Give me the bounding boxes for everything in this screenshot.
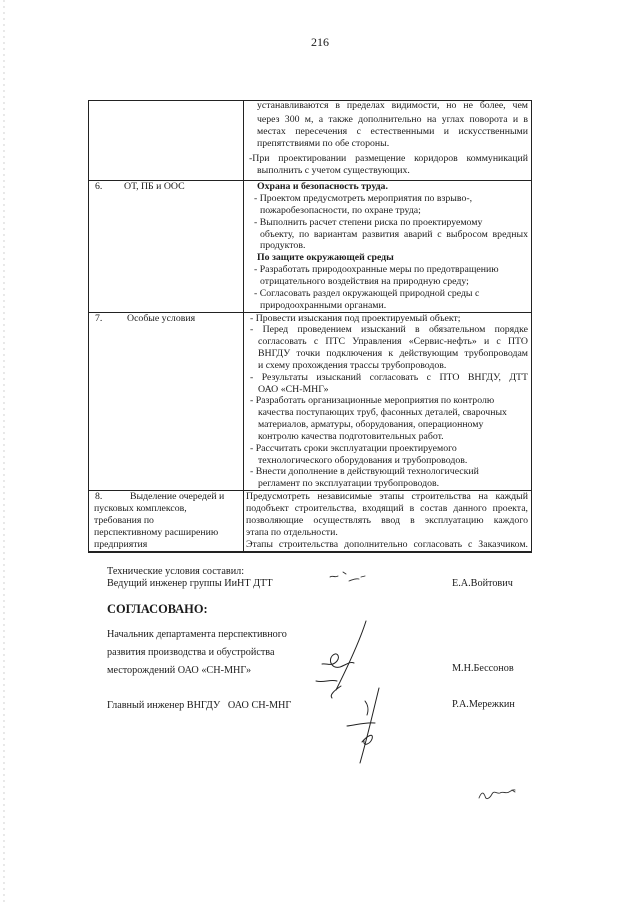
row-7-content-line: - Результаты изысканий согласовать с ПТО ВНГДУ, ДТТ (250, 372, 528, 383)
table-border-right (531, 100, 532, 553)
approver-name: М.Н.Бессонов (452, 663, 514, 674)
row-6-content-line: объекту, по вариантам развития аварий с выбросом вредных (260, 229, 528, 240)
row-7-content-line: - Рассчитать сроки эксплуатации проектируемого (250, 443, 457, 454)
continuation-line: местах пересечения с естественными и искусственными (257, 126, 528, 137)
row-8-label: предприятия (94, 539, 148, 550)
row-8-content-line: этапа по отдельности. (246, 527, 338, 538)
row-6-content-line: - Разработать природоохранные меры по предотвращению (254, 264, 499, 275)
row-7-content-line: технологического оборудования и трубопроводов. (258, 455, 468, 466)
row-7-label: Особые условия (127, 313, 196, 324)
row-6-number: 6. (95, 181, 103, 192)
row-8-label: требования по (94, 515, 154, 526)
row-7-content-line: ВНГДУ точки подключения к действующим трубопроводам (258, 348, 528, 359)
row-7-content-line: контролю качества подготовительных работ. (258, 431, 444, 442)
compiled-by-label: Технические условия составил: (107, 566, 245, 577)
approver-name: Р.А.Мережкин (452, 699, 515, 710)
row-6-subheading: По защите окружающей среды (257, 252, 394, 263)
row-7-content-line: и схему прохождения трассы трубопроводов. (258, 360, 447, 371)
row-8-label: Выделение очередей и (130, 491, 225, 502)
table-label-column (88, 0, 243, 905)
row-7-content-line: качества поступающих труб, фасонных деталей, сварочных (258, 407, 507, 418)
row-6-content-line: - Согласовать раздел окружающей природной среды с (254, 288, 480, 299)
row-6-content-line: - Проектом предусмотреть мероприятия по взрыво-, (254, 193, 473, 204)
approver-position: Главный инженер ВНГДУ ОАО СН-МНГ (107, 700, 292, 711)
row-7-content-line: - Перед проведением изысканий в обязательном порядке (250, 324, 528, 335)
table-column-divider (243, 100, 244, 553)
table-content-column (246, 0, 530, 905)
row-7-content-line: согласовать с ПТС Управления «Сервис-нефть» и с ПТО (258, 336, 528, 347)
row-6-content-line: продуктов. (260, 240, 306, 251)
continuation-line: препятствиями по обе стороны. (257, 138, 390, 149)
row-6-content-line: - Выполнить расчет степени риска по проектируемому (254, 217, 483, 228)
approver-position: развития производства и обустройства (107, 647, 275, 658)
compiled-by-position: Ведущий инженер группы ИиНТ ДТТ (107, 578, 273, 589)
approver-position: месторождений ОАО «СН-МНГ» (107, 665, 252, 676)
row-8-label: перспективному расширению (94, 527, 219, 538)
row-7-content-line: - Внести дополнение в действующий технологический (250, 466, 479, 477)
row-7-number: 7. (95, 313, 103, 324)
row-8-content-line: подобъект строительства, входящий в состав данного проекта, (246, 503, 528, 514)
row-6-content-line: природоохранными органами. (260, 300, 387, 311)
row-6-content-line: пожаробезопасности, по охране труда; (260, 205, 421, 216)
row-8-label: пусковых комплексов, (94, 503, 187, 514)
compiled-by-name: Е.А.Войтович (452, 578, 513, 589)
row-8-number: 8. (95, 491, 103, 502)
row-6-content-line: отрицательного воздействия на природную среду; (260, 276, 469, 287)
approver-position: Начальник департамента перспективного (107, 629, 287, 640)
row-7-content-line: регламент по эксплуатации трубопроводов. (258, 478, 440, 489)
continuation-line: -При проектировании размещение коридоров коммуникаций (249, 153, 528, 164)
row-8-content-line: Предусмотреть независимые этапы строительства на каждый (246, 491, 528, 502)
continuation-line: через 300 м, а также дополнительно на углах поворота и в (257, 114, 528, 125)
continuation-line: устанавливаются в пределах видимости, но не более, чем (257, 100, 528, 111)
row-6-label: ОТ, ПБ и ООС (124, 181, 185, 192)
row-6-subheading: Охрана и безопасность труда. (257, 181, 388, 192)
row-8-content-line: Этапы строительства дополнительно согласовать с Заказчиком. (246, 539, 528, 550)
approval-heading: СОГЛАСОВАНО: (107, 602, 208, 616)
row-7-content-line: - Разработать организационные мероприятия по контролю (250, 395, 495, 406)
continuation-line: выполнить с учетом существующих. (257, 165, 410, 176)
row-7-content-line: материалов, арматуры, оборудования, операционному (258, 419, 484, 430)
row-7-content-line: ОАО «СН-МНГ» (258, 384, 329, 395)
row-8-content-line: позволяющие осуществлять ввод в эксплуатацию каждого (246, 515, 528, 526)
row-7-content-line: - Провести изыскания под проектируемый объект; (250, 313, 461, 324)
page-number: 216 (311, 35, 329, 49)
